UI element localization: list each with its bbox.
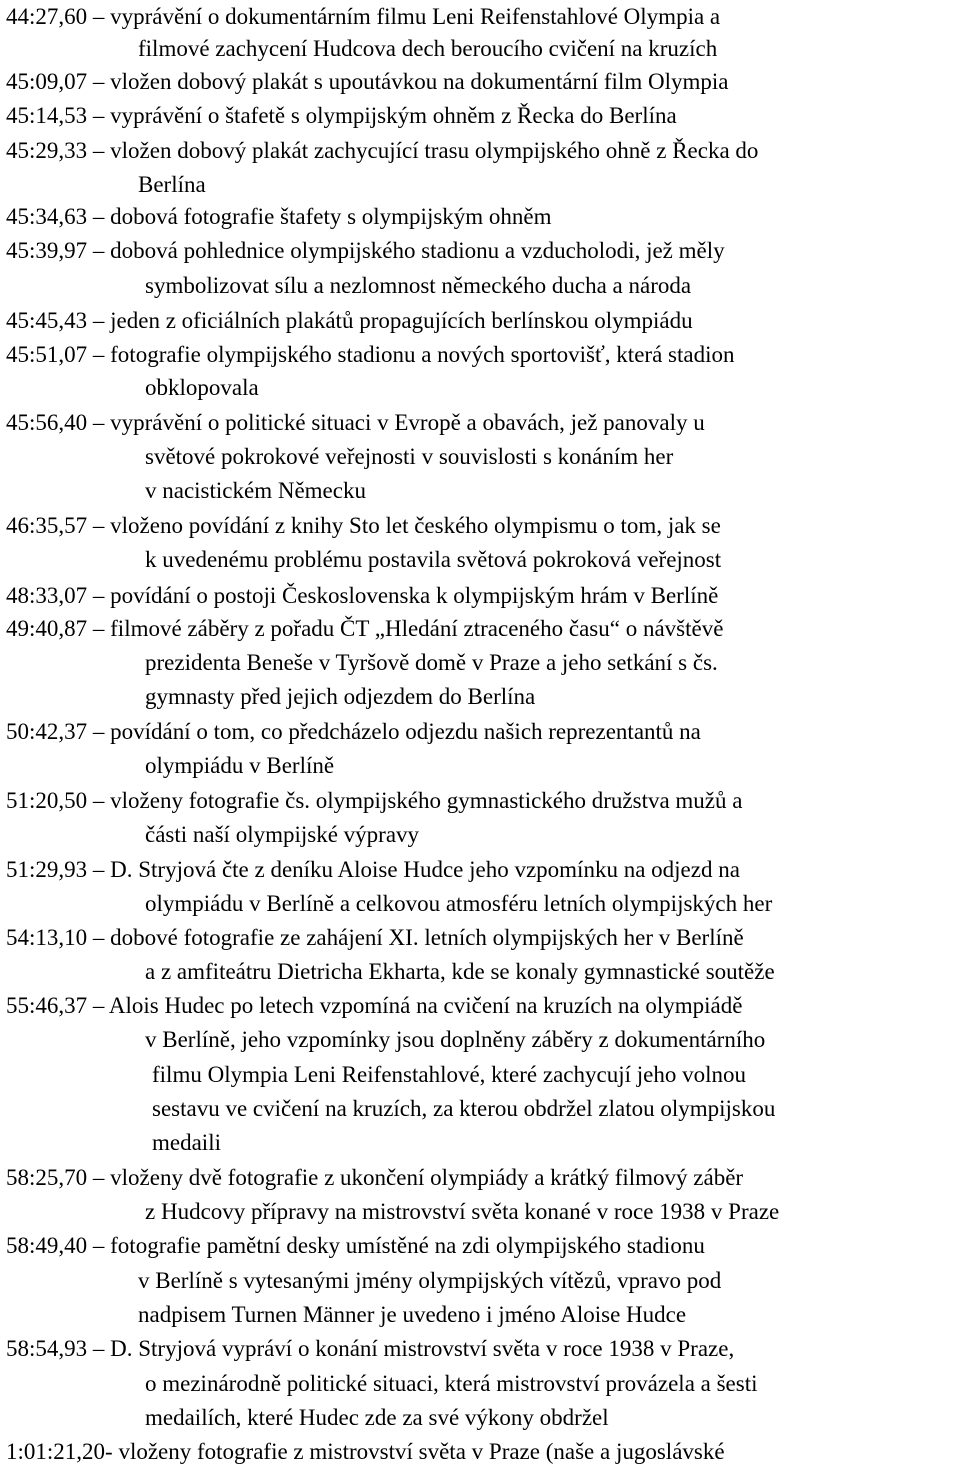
text-line: obklopovala xyxy=(145,375,259,400)
text-line: z Hudcovy přípravy na mistrovství světa konané v roce 1938 v Praze xyxy=(145,1199,780,1224)
text-line: sestavu ve cvičení na kruzích, za kterou obdržel zlatou olympijskou xyxy=(152,1096,776,1121)
text-line: olympiádu v Berlíně xyxy=(145,753,335,778)
text-line: olympiádu v Berlíně a celkovou atmosféru letních olympijských her xyxy=(145,891,773,916)
text-line: filmové zachycení Hudcova dech beroucího cvičení na kruzích xyxy=(138,36,718,61)
text-line: v nacistickém Německu xyxy=(145,478,366,503)
text-line: v Berlíně s vytesanými jmény olympijských vítězů, vpravo pod xyxy=(138,1268,722,1293)
text-line: k uvedenému problému postavila světová pokroková veřejnost xyxy=(145,547,722,572)
text-line: 45:51,07 – fotografie olympijského stadionu a nových sportovišť, která stadion xyxy=(6,342,735,367)
text-line: a z amfiteátru Dietricha Ekharta, kde se konaly gymnastické soutěže xyxy=(145,959,775,984)
text-line: 51:20,50 – vloženy fotografie čs. olympijského gymnastického družstva mužů a xyxy=(6,788,743,813)
text-line: gymnasty před jejich odjezdem do Berlína xyxy=(145,684,536,709)
text-line: 45:09,07 – vložen dobový plakát s upoutávkou na dokumentární film Olympia xyxy=(6,69,729,94)
text-line: 45:29,33 – vložen dobový plakát zachycující trasu olympijského ohně z Řecka do xyxy=(6,138,759,163)
text-line: 45:39,97 – dobová pohlednice olympijského stadionu a vzducholodi, jež měly xyxy=(6,238,725,263)
text-line: Berlína xyxy=(138,172,206,197)
text-line: medaili xyxy=(152,1130,221,1155)
text-line: 46:35,57 – vloženo povídání z knihy Sto let českého olympismu o tom, jak se xyxy=(6,513,721,538)
text-line: 45:45,43 – jeden z oficiálních plakátů propagujících berlínskou olympiádu xyxy=(6,308,693,333)
text-line: nadpisem Turnen Männer je uvedeno i jméno Aloise Hudce xyxy=(138,1302,687,1327)
text-line: symbolizovat sílu a nezlomnost německého ducha a národa xyxy=(145,273,692,298)
text-line: 58:49,40 – fotografie pamětní desky umístěné na zdi olympijského stadionu xyxy=(6,1233,705,1258)
text-line: 55:46,37 – Alois Hudec po letech vzpomíná na cvičení na kruzích na olympiádě xyxy=(6,993,743,1018)
text-line: 45:34,63 – dobová fotografie štafety s olympijským ohněm xyxy=(6,204,552,229)
text-line: 58:54,93 – D. Stryjová vypráví o konání mistrovství světa v roce 1938 v Praze, xyxy=(6,1336,735,1361)
text-line: 51:29,93 – D. Stryjová čte z deníku Aloise Hudce jeho vzpomínku na odjezd na xyxy=(6,857,740,882)
text-line: 58:25,70 – vloženy dvě fotografie z ukončení olympiády a krátký filmový záběr xyxy=(6,1165,744,1190)
text-line: části naší olympijské výpravy xyxy=(145,822,420,847)
text-line: 50:42,37 – povídání o tom, co předcházelo odjezdu našich reprezentantů na xyxy=(6,719,701,744)
text-line: 49:40,87 – filmové záběry z pořadu ČT „Hledání ztraceného času“ o návštěvě xyxy=(6,616,724,641)
text-line: prezidenta Beneše v Tyršově domě v Praze a jeho setkání s čs. xyxy=(145,650,718,675)
text-line: medailích, které Hudec zde za své výkony obdržel xyxy=(145,1405,609,1430)
text-line: 48:33,07 – povídání o postoji Československa k olympijským hrám v Berlíně xyxy=(6,583,719,608)
text-line: světové pokrokové veřejnosti v souvislosti s konáním her xyxy=(145,444,674,469)
text-line: filmu Olympia Leni Reifenstahlové, které zachycují jeho volnou xyxy=(152,1062,746,1087)
text-line: 45:14,53 – vyprávění o štafetě s olympijským ohněm z Řecka do Berlína xyxy=(6,103,677,128)
text-line: 54:13,10 – dobové fotografie ze zahájení XI. letních olympijských her v Berlíně xyxy=(6,925,744,950)
text-line: 44:27,60 – vyprávění o dokumentárním filmu Leni Reifenstahlové Olympia a xyxy=(6,4,721,29)
text-line: o mezinárodně politické situaci, která mistrovství provázela a šesti xyxy=(145,1371,758,1396)
text-line: 45:56,40 – vyprávění o politické situaci v Evropě a obavách, jež panovaly u xyxy=(6,410,705,435)
text-line: 1:01:21,20- vloženy fotografie z mistrovství světa v Praze (naše a jugoslávské xyxy=(6,1439,725,1464)
text-line: v Berlíně, jeho vzpomínky jsou doplněny záběry z dokumentárního xyxy=(145,1027,766,1052)
